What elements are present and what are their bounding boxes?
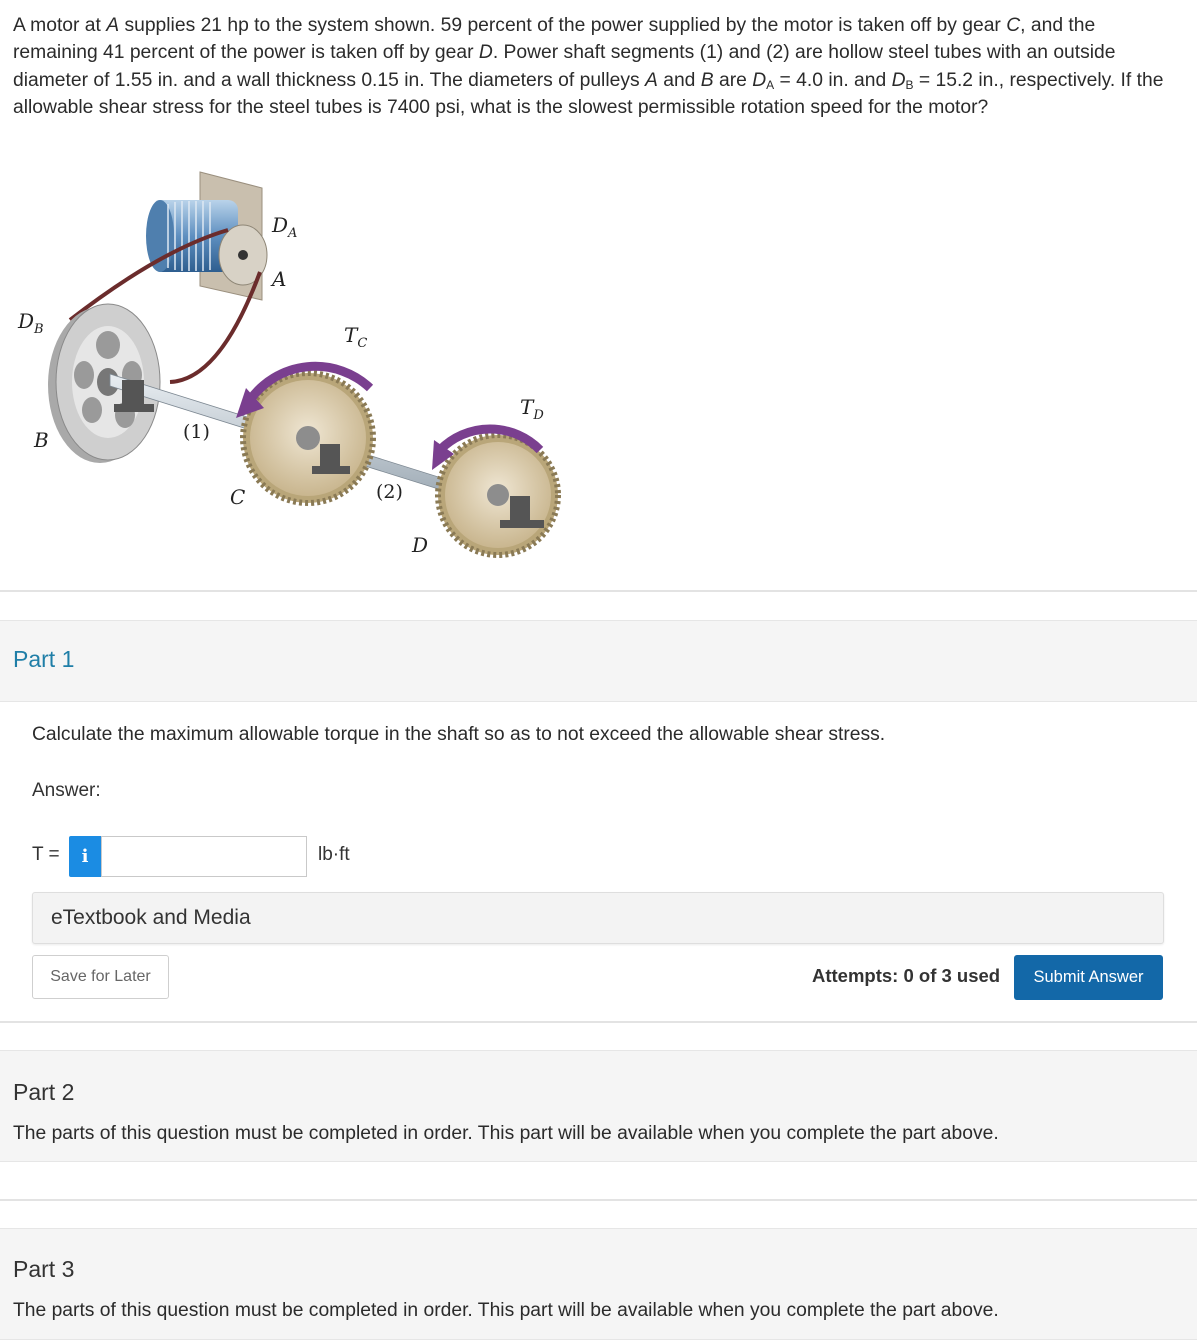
label-c: C (230, 485, 246, 509)
divider (0, 1021, 1197, 1023)
part3-locked-message: The parts of this question must be completed in order. This part will be available when you complete the part above. (13, 1300, 999, 1321)
part3-panel (0, 1228, 1197, 1340)
divider (0, 590, 1197, 592)
info-icon[interactable]: i (69, 836, 101, 877)
label-da: $D_A$ (272, 213, 298, 241)
divider (0, 1199, 1197, 1201)
etextbook-label: eTextbook and Media (51, 906, 251, 929)
label-db: $D_B$ (18, 309, 44, 337)
problem-statement: A motor at A supplies 21 hp to the system shown. 59 percent of the power supplied by the motor is taken off by gear C, and the remaining 41 percent of the power is taken off by gear D. Power shaft segments (1) and (2) are hollow steel tubes with an outside diameter of 1.55 in. and a wall thickness 0.15 in. The diameters of pulleys A and B are $D_A = 4.0$ in. and $D_B = 15.2$ in., respectively. If the allowable shear stress for the steel tubes is 7400 psi, what is the slowest permissible rotation speed for the motor? (13, 15, 1164, 118)
torque-variable-label: T = (32, 844, 60, 865)
label-a: A (272, 267, 287, 291)
label-tc: $T_C$ (344, 323, 368, 351)
torque-answer-input[interactable] (101, 836, 307, 877)
gear-c (243, 373, 373, 503)
unit-label: lb·ft (318, 844, 350, 865)
part1-title[interactable]: Part 1 (13, 646, 75, 672)
part2-panel (0, 1050, 1197, 1162)
part1-header (0, 620, 1197, 702)
part2-locked-message: The parts of this question must be completed in order. This part will be available when you complete the part above. (13, 1123, 999, 1144)
save-for-later-button[interactable]: Save for Later (32, 955, 169, 999)
submit-answer-button[interactable]: Submit Answer (1014, 955, 1163, 1000)
label-segment-1: (1) (183, 421, 210, 443)
part2-title: Part 2 (13, 1079, 75, 1105)
attempts-counter: Attempts: 0 of 3 used (812, 965, 1001, 986)
label-segment-2: (2) (376, 481, 403, 503)
part1-instruction: Calculate the maximum allowable torque in the shaft so as to not exceed the allowable shear stress. (32, 724, 886, 745)
label-d: D (412, 533, 429, 557)
answer-label: Answer: (32, 780, 101, 801)
gear-d (438, 435, 558, 555)
label-b: B (34, 428, 49, 452)
shaft-system-figure (10, 160, 570, 580)
etextbook-media-panel[interactable] (32, 892, 1164, 944)
part3-title: Part 3 (13, 1256, 75, 1282)
label-td: $T_D$ (520, 395, 544, 423)
